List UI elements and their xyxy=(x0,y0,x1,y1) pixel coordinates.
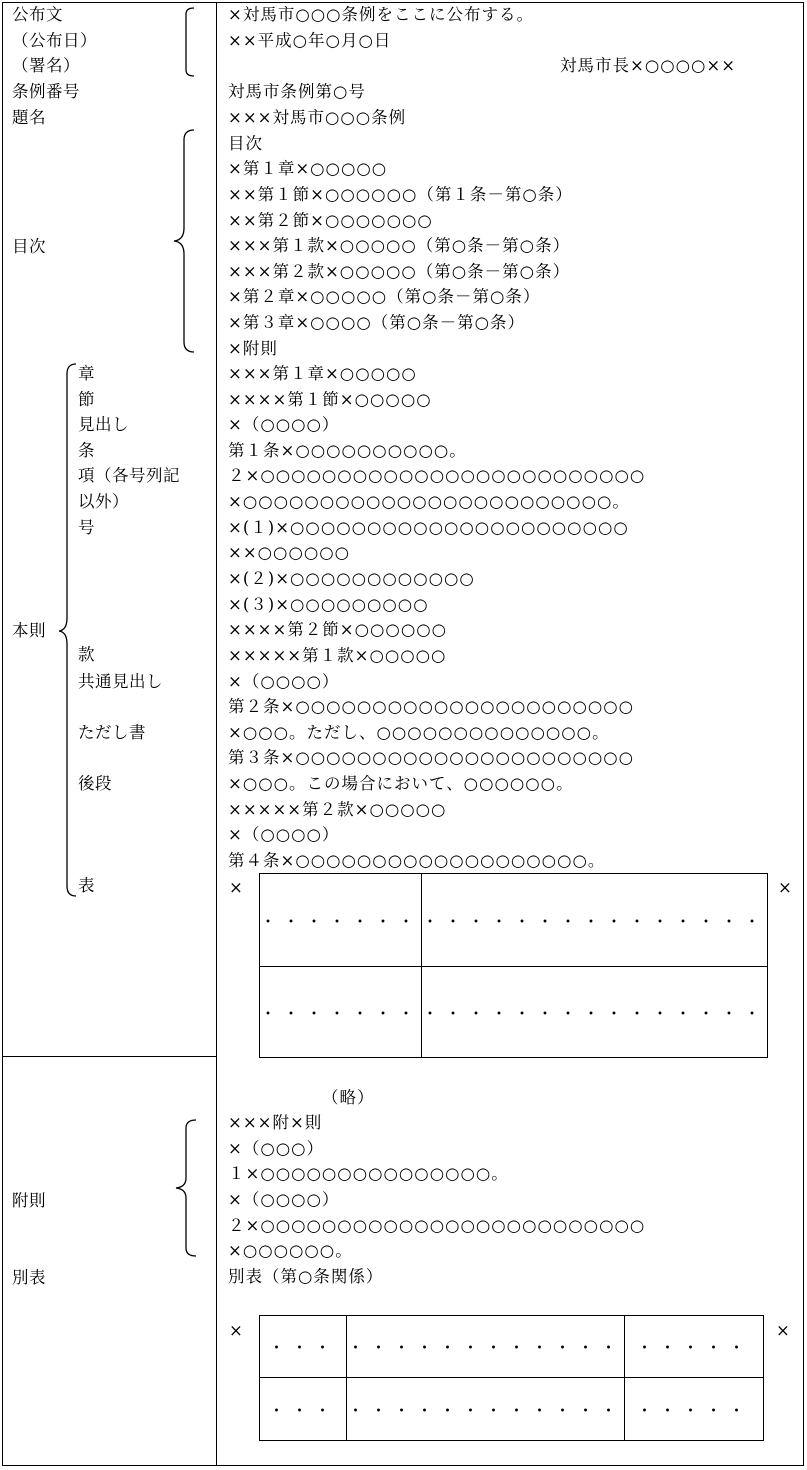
line-toc-chapter-1: ×第１章×○○○○○ xyxy=(228,159,388,178)
column-divider xyxy=(216,2,217,1466)
line-article-3-latter: ×○○○。この場合において、○○○○○○。 xyxy=(228,774,574,793)
line-common-heading: ×（○○○○） xyxy=(228,672,340,691)
table2-cell: ・・・ xyxy=(260,1316,347,1378)
table2-cell: ・・・・・・・・・・・・ xyxy=(347,1378,625,1441)
line-toc-subsection-1: ×××第１款×○○○○○（第○条－第○条） xyxy=(228,236,571,255)
brace-main-rules xyxy=(56,362,78,898)
table-1 xyxy=(259,873,768,1058)
section-divider xyxy=(2,1056,217,1057)
label-latter-part: 後段 xyxy=(78,774,112,793)
line-article-4: 第４条×○○○○○○○○○○○○○○○○○○○。 xyxy=(228,851,606,870)
line-subsection-2: ×××××第２款×○○○○○ xyxy=(228,800,447,819)
label-item: 号 xyxy=(78,518,95,537)
table1-cell: ・・・・・・・・・・・・・・・ xyxy=(422,967,768,1058)
line-heading-1: ×（○○○○） xyxy=(228,415,340,434)
table2-cell: ・・・ xyxy=(260,1378,347,1441)
line-mayor-signature: 対馬市長×○○○○×× xyxy=(560,56,737,75)
line-item-1-cont: ××○○○○○○ xyxy=(228,543,351,562)
label-common-heading: 共通見出し xyxy=(78,672,163,691)
table1-cell: ・・・・・・・ xyxy=(260,967,422,1058)
brace-toc xyxy=(168,128,198,354)
label-proviso: ただし書 xyxy=(78,723,146,742)
line-supp-paragraph-2-cont: ×○○○○○○。 xyxy=(228,1241,353,1260)
table1-right-cross: × xyxy=(778,878,792,897)
label-supplementary: 附則 xyxy=(12,1191,46,1210)
table2-left-cross: × xyxy=(229,1321,243,1340)
label-toc: 目次 xyxy=(12,237,46,256)
table1-cell: ・・・・・・・ xyxy=(260,874,422,967)
table-2 xyxy=(259,1315,764,1441)
line-date: ××平成○年○月○日 xyxy=(228,31,392,50)
line-supp-paragraph-2: ２×○○○○○○○○○○○○○○○○○○○○○○○○○ xyxy=(228,1216,646,1235)
label-promulgation: 公布文 xyxy=(12,5,63,24)
label-heading: 見出し xyxy=(78,415,129,434)
table1-cell: ・・・・・・・・・・・・・・・ xyxy=(422,874,768,967)
line-promulgation: ×対馬市○○○条例をここに公布する。 xyxy=(228,5,535,24)
label-paragraph-cont: 以外） xyxy=(78,492,129,511)
line-toc-heading: 目次 xyxy=(228,134,263,153)
brace-promulgation xyxy=(176,6,196,78)
label-appended-table: 別表 xyxy=(12,1268,46,1287)
line-item-3: ×(３)×○○○○○○○○○ xyxy=(228,595,429,614)
line-paragraph-2: ２×○○○○○○○○○○○○○○○○○○○○○○○○○ xyxy=(228,466,646,485)
line-omitted: （略） xyxy=(322,1088,375,1107)
table2-cell: ・・・・・ xyxy=(625,1316,764,1378)
label-ordinance-number: 条例番号 xyxy=(12,82,80,101)
label-paragraph: 項（各号列記 xyxy=(78,466,180,485)
line-toc-chapter-2: ×第２章×○○○○○（第○条－第○条） xyxy=(228,287,541,306)
line-toc-section-2: ××第２節×○○○○○○○ xyxy=(228,211,433,230)
line-article-2-proviso: ×○○○。ただし、○○○○○○○○○○○○○○。 xyxy=(228,723,610,742)
label-section: 節 xyxy=(78,390,95,409)
line-item-2: ×(２)×○○○○○○○○○○○○ xyxy=(228,569,475,588)
line-title: ×××対馬市○○○条例 xyxy=(228,108,407,127)
line-paragraph-2-cont: ×○○○○○○○○○○○○○○○○○○○○○○○○。 xyxy=(228,492,630,511)
line-article-1: 第１条×○○○○○○○○○○。 xyxy=(228,441,467,460)
line-toc-chapter-3: ×第３章×○○○○（第○条－第○条） xyxy=(228,313,526,332)
line-article-3: 第３条×○○○○○○○○○○○○○○○○○○○○○○ xyxy=(228,748,635,767)
table1-row xyxy=(260,874,768,967)
brace-supplementary xyxy=(170,1118,198,1258)
table2-cell: ・・・・・ xyxy=(625,1378,764,1441)
line-appended-table-heading: 別表（第○条関係） xyxy=(228,1267,384,1286)
table2-right-cross: × xyxy=(776,1321,790,1340)
line-ordinance-number: 対馬市条例第○号 xyxy=(228,82,366,101)
table2-row xyxy=(260,1378,764,1441)
line-chapter-1: ×××第１章×○○○○○ xyxy=(228,364,417,383)
line-subsection-1: ×××××第１款×○○○○○ xyxy=(228,646,447,665)
line-section-2: ××××第２節×○○○○○○ xyxy=(228,620,448,639)
line-supp-paragraph-1: １×○○○○○○○○○○○○○○○。 xyxy=(228,1164,509,1183)
label-chapter: 章 xyxy=(78,364,95,383)
line-toc-section-1: ××第１節×○○○○○○（第１条－第○条） xyxy=(228,185,573,204)
line-toc-subsection-2: ×××第２款×○○○○○（第○条－第○条） xyxy=(228,262,571,281)
label-date: （公布日） xyxy=(12,31,97,50)
line-toc-supplementary: ×附則 xyxy=(228,339,278,358)
line-item-1: ×(１)×○○○○○○○○○○○○○○○○○○○○○○ xyxy=(228,518,629,537)
table1-left-cross: × xyxy=(229,878,243,897)
line-supplementary-heading: ×××附×則 xyxy=(228,1113,323,1132)
line-article-2: 第２条×○○○○○○○○○○○○○○○○○○○○○○ xyxy=(228,697,635,716)
line-section-1: ××××第１節×○○○○○ xyxy=(228,390,432,409)
label-title: 題名 xyxy=(12,108,46,127)
line-heading-2: ×（○○○○） xyxy=(228,825,340,844)
table1-row xyxy=(260,967,768,1058)
line-supp-heading-1: ×（○○○） xyxy=(228,1139,325,1158)
table2-row xyxy=(260,1316,764,1378)
table2-cell: ・・・・・・・・・・・・ xyxy=(347,1316,625,1378)
label-signature: （署名） xyxy=(12,56,80,75)
label-table: 表 xyxy=(78,876,95,895)
label-article: 条 xyxy=(78,441,95,460)
label-main-rules: 本則 xyxy=(12,621,46,640)
line-supp-heading-2: ×（○○○○） xyxy=(228,1190,340,1209)
label-subsection: 款 xyxy=(78,645,95,664)
